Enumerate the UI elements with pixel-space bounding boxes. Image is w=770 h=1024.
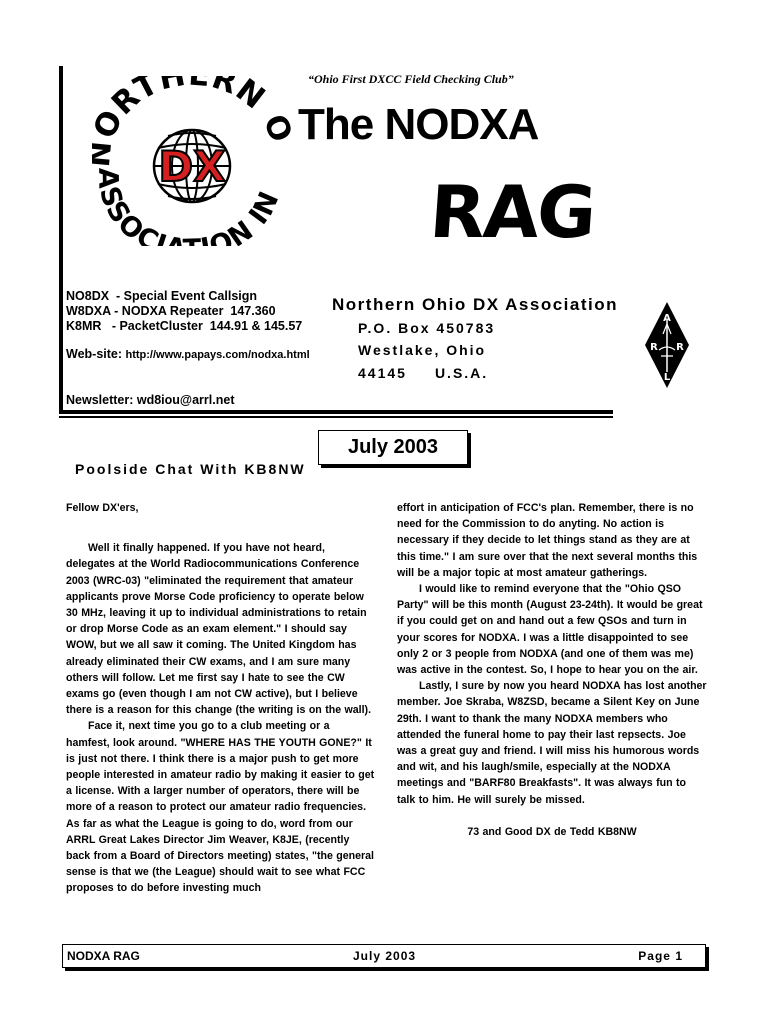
address-city: Westlake, Ohio xyxy=(358,342,487,358)
article-paragraph: Fellow DX'ers, xyxy=(66,502,139,514)
callsign-row: NO8DX - Special Event Callsign xyxy=(66,289,258,303)
arrl-letter: A xyxy=(663,313,671,324)
article-spacer xyxy=(66,516,376,532)
logo-bottom-text: ASSOCI ON IN xyxy=(92,167,286,246)
association-name: Northern Ohio DX Association xyxy=(332,295,619,314)
address-zip: 44145 xyxy=(358,365,407,381)
footer-title: NODXA RAG xyxy=(67,949,140,963)
header-bottom-rule-thin xyxy=(59,416,613,418)
newsletter-title: The NODXA xyxy=(298,100,539,149)
article-paragraph: Well it finally happened. If you have not heard, delegates at the World Radiocommunications Conference 2003 (WRC-03) "eliminated the requirement that amateur applicants prove Morse Code proficiency to operate below 30 MHz, leaving it up to individual administrations to retain or drop Morse Code as an exam element." I should say WOW, but we all saw it coming. The United Kingdom has already eliminated their CW exams, and I am sure many others will follow. Let me first say I hate to see the CW exams go (even though I am not CW active), but I believe there is a reason for this change (the writing is on the wall). xyxy=(66,542,372,717)
newsletter-email[interactable]: Newsletter: wd8iou@arrl.net xyxy=(66,393,235,407)
address-country: U.S.A. xyxy=(434,365,489,381)
logo-top-text: RTH RN xyxy=(104,76,273,123)
article-paragraph: I would like to remind everyone that the "Ohio QSO Party" will be this month (August 23-24th). It would be great if you could get on and hand out a few QSOs and turn in your scores for NODXA. I was a little disappointed to see only 2 or 3 people from NODXA (and one of them was me) was active in the contest. So, I hope to hear you on the air. xyxy=(397,583,703,677)
article-headline: Poolside Chat With KB8NW xyxy=(75,461,306,477)
article-column-2 xyxy=(397,500,707,840)
newsletter-subtitle: RAG xyxy=(427,170,598,254)
tagline: “Ohio First DXCC Field Checking Club” xyxy=(308,72,514,86)
callsign-row: W8DXA - NODXA Repeater 147.360 xyxy=(66,304,276,318)
article-paragraph: effort in anticipation of FCC's plan. Remember, there is no need for the Commission to do anyting. No action is necessary if they decide to let things stand as they are at this time." I am sure over that the next several months this will be a major topic at most amateur gatherings. xyxy=(397,502,698,579)
footer-date: July 2003 xyxy=(353,949,417,963)
article-paragraph: Face it, next time you go to a club meeting or a hamfest, look around. "WHERE HAS THE YOUTH GONE?" It is just not there. I think there is a major push to get more people interested in amateur radio by making it easier to get a license. With a larger number of operators, there will be more of a reason to protect our amateur radio frequencies. As far as what the League is going to do, word from our ARRL Great Lakes Director Jim Weaver, K8JE, (recently back from a Board of Directors meeting) states, "the general sense is that we (the League) should wait to see what FCC proposes to do before investing much xyxy=(66,720,375,895)
arrl-letter: L xyxy=(663,372,671,383)
website-line xyxy=(66,346,316,363)
page-footer xyxy=(62,944,706,968)
logo-center-text: DX xyxy=(158,142,226,191)
footer-page-number: Page 1 xyxy=(638,949,683,963)
issue-date: July 2003 xyxy=(347,436,439,458)
callsign-row: K8MR - PacketCluster 144.91 & 145.57 xyxy=(66,319,303,333)
arrl-logo xyxy=(642,300,692,390)
website-label: Web-site: xyxy=(66,347,126,361)
callsign-list xyxy=(66,289,302,334)
article-paragraph: Lastly, I sure by now you heard NODXA has lost another member. Joe Skraba, W8ZSD, became a Silent Key on June 29th. I want to thank the many NODXA members who attended the funeral home to pay their last repsects. Joe was a great guy and friend. I will miss his humorous words and wit, and his laugh/smile, especially at the NODXA meetings and "BARF80 Breakfasts". It was always fun to talk to him. He will surely be missed. xyxy=(397,680,707,806)
article-column-1 xyxy=(66,500,376,897)
article-signoff: 73 and Good DX de Tedd KB8NW xyxy=(467,825,637,838)
nodxa-logo xyxy=(92,76,292,246)
issue-date-box xyxy=(318,430,468,465)
header-bottom-rule xyxy=(59,410,613,414)
arrl-letter: R xyxy=(650,342,658,353)
arrl-letter: R xyxy=(676,342,684,353)
address-po-box: P.O. Box 450783 xyxy=(358,320,496,336)
address-zip-line xyxy=(358,365,488,381)
website-link[interactable]: http://www.papays.com/nodxa.html xyxy=(125,349,310,361)
header-left-rule xyxy=(59,66,63,413)
